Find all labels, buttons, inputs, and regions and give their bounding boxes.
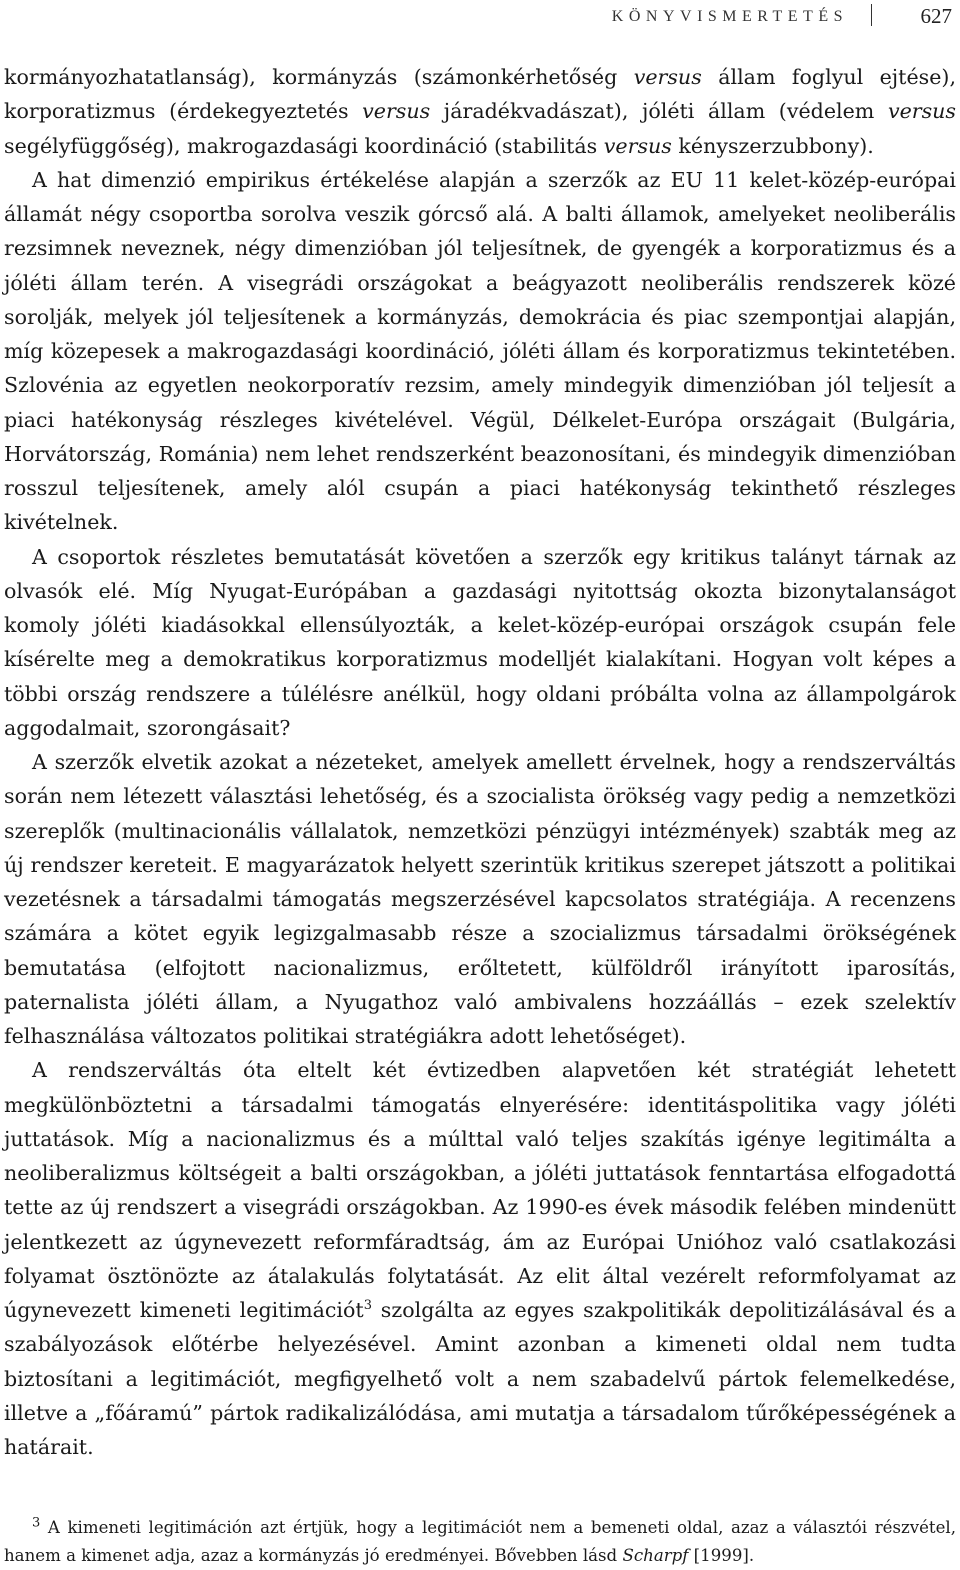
- running-head: KÖNYVISMERTETÉS: [611, 8, 848, 25]
- text-run: szolgálta az egyes szakpolitikák depolitizálásával és a szabályozások előtérbe helyezésével. Amint azonban a kimeneti oldal nem tudta biztosítani a legitimációt, megfigyelhető volt a nem szabadelvű pártok felemelkedése, illetve a „főáramú” pártok radikalizálódása, ami mutatja a társadalom tűrőképességének a határait.: [4, 1298, 956, 1459]
- paragraph: [4, 540, 956, 746]
- italic-text: versus: [362, 99, 431, 124]
- header-divider: [871, 4, 872, 26]
- text-run: járadékvadászat), jóléti állam (védelem: [430, 99, 888, 124]
- paragraph: [4, 745, 956, 1053]
- italic-text: versus: [633, 65, 702, 89]
- italic-text: versus: [887, 99, 957, 124]
- text-run: A szerzők elvetik azokat a nézeteket, amelyek amellett érvelnek, hogy a rendszerváltás során nem létezett választási lehetőség, és a szocialista örökség vagy pedig a nemzetközi szereplők (multinacionális vállalatok, nemzetközi pénzügyi intézmények) szabták meg az új rendszer kereteit. E magyarázatok helyett szerintük kritikus szerepet játszott a politikai vezetésnek a társadalmi támogatás megszerzésével kapcsolatos stratégiája. A recenzens számára a kötet egyik legizgalmasabb része a szocializmus társadalmi örökségének bemutatása (elfojtott nacionalizmus, erőltetett, külföldről irányított iparosítás, paternalista jóléti állam, a Nyugathoz való ambivalens hozzáállás – ezek szelektív felhasználása változatos politikai stratégiákra adott lehetőséget).: [4, 750, 956, 1048]
- text-run: kényszerzubbony).: [671, 133, 874, 158]
- page-number: 627: [920, 4, 952, 28]
- text-run: kormányozhatatlanság), kormányzás (számonkérhetőség: [4, 65, 634, 89]
- italic-text: Scharpf: [622, 1546, 689, 1565]
- paragraph: [4, 60, 956, 163]
- text-run: A csoportok részletes bemutatását követően a szerzők egy kritikus talányt tárnak az olvasók elé. Míg Nyugat-Európában a gazdasági nyitottság okozta bizonytalanságot komoly jóléti kiadásokkal ellensúlyozták, a kelet-közép-európai országok csupán fele kísérelte meg a demokratikus korporatizmus modelljét kialakítani. Hogyan volt képes a többi ország rendszere a túlélésre anélkül, hogy oldani próbálta volna az állampolgárok aggodalmait, szorongásait?: [4, 544, 956, 740]
- footnote-marker: 3: [363, 1298, 372, 1314]
- text-run: segélyfüggőség), makrogazdasági koordináció (stabilitás: [4, 133, 604, 158]
- text-run: A kimeneti legitimáción azt értjük, hogy a legitimációt nem a bemeneti oldal, azaz a választói részvétel, hanem a kimenet adja, azaz a kormányzás jó eredményei. Bővebben lásd: [4, 1518, 956, 1565]
- footnote-marker: 3: [32, 1515, 41, 1531]
- paragraph: [4, 1053, 956, 1464]
- text-run: állam foglyul ejtése), korporatizmus (érdekegyeztetés: [4, 65, 956, 124]
- text-run: A hat dimenzió empirikus értékelése alapján a szerzők az EU 11 kelet-közép-európai államát négy csoportba sorolva veszik górcső alá. A balti államok, amelyeket neoliberális rezsimnek neveznek, négy dimenzióban jól teljesítnek, de gyengék a korporatizmus és a jóléti állam terén. A visegrádi országokat a beágyazott neoliberális rendszerek közé sorolják, melyek jól teljesítenek a kormányzás, demokrácia és piac szempontjai alapján, míg közepesek a makrogazdasági koordináció, jóléti állam és korporatizmus tekintetében. Szlovénia az egyetlen neokorporatív rezsim, amely mindegyik dimenzióban jól teljesít a piaci hatékonyság részleges kivételével. Végül, Délkelet-Európa országait (Bulgária, Horvátország, Románia) nem lehet rendszerként beazonosítani, és mindegyik dimenzióban rosszul teljesítenek, amely alól csupán a piaci hatékonyság tekinthető részleges kivételnek.: [4, 167, 956, 535]
- text-run: [1999].: [688, 1546, 755, 1565]
- italic-text: versus: [603, 133, 672, 158]
- text-run: A rendszerváltás óta eltelt két évtizedben alapvetően két stratégiát lehetett megkülönböztetni a társadalmi támogatás elnyerésére: identitáspolitika vagy jóléti juttatások. Míg a nacionalizmus és a múlttal való teljes szakítás igénye legitimálta a neoliberalizmus költségeit a balti országokban, a jóléti juttatások fenntartása elfogadottá tette az új rendszert a visegrádi országokban. Az 1990-es évek második felében mindenütt jelentkezett az úgynevezett reformfáradtság, ám az Európai Unióhoz való csatlakozási folyamat ösztönözte az átalakulás folytatását. Az elit által vezérelt reformfolyamat az úgynevezett kimeneti legitimációt: [4, 1058, 956, 1322]
- paragraph: [4, 163, 956, 540]
- body-text: [4, 60, 956, 1464]
- page-header: [0, 0, 960, 34]
- footnote: [4, 1514, 956, 1570]
